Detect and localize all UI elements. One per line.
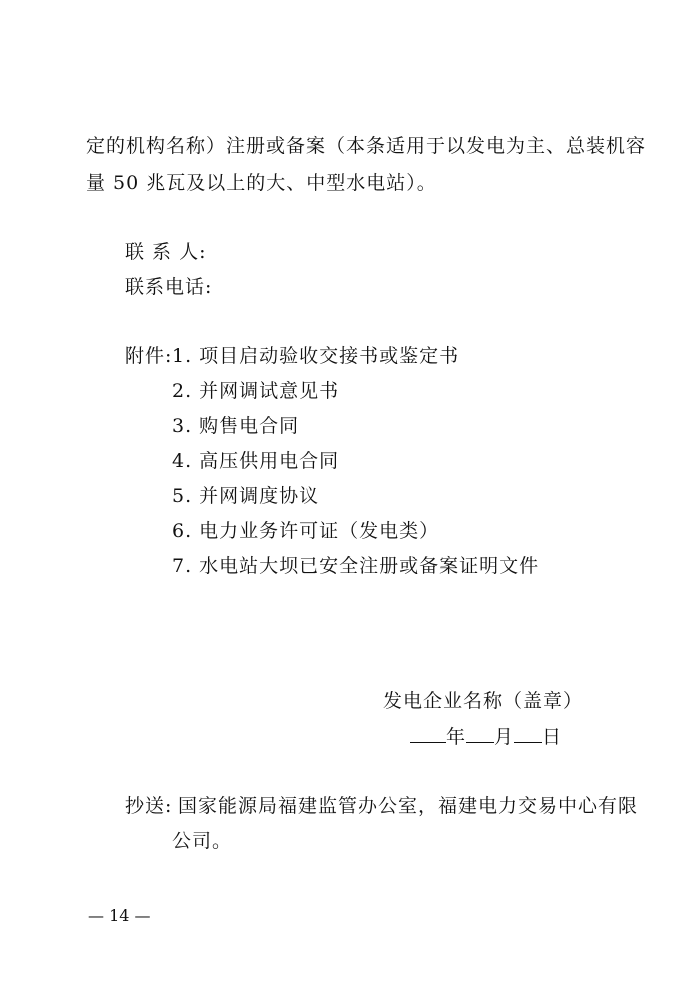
attachment-item-7: 7. 水电站大坝已安全注册或备案证明文件 (172, 555, 540, 577)
attachment-item-6: 6. 电力业务许可证（发电类） (172, 520, 440, 542)
month-label: 月 (494, 726, 515, 748)
body-line-1: 定的机构名称）注册或备案（本条适用于以发电为主、总装机容 (86, 135, 647, 157)
company-seal-line: 发电企业名称（盖章） (383, 690, 584, 712)
attachment-item-4: 4. 高压供用电合同 (172, 450, 340, 472)
attachment-item-5: 5. 并网调度协议 (172, 485, 320, 507)
body-line-2: 量 50 兆瓦及以上的大、中型水电站）。 (86, 172, 437, 194)
contact-person-label: 联 系 人: (125, 241, 207, 263)
cc-label: 抄送: (125, 795, 173, 817)
attachments-label: 附件: (125, 345, 173, 367)
page-number: — 14 — (88, 906, 151, 925)
day-label: 日 (542, 726, 563, 748)
attachment-item-3: 3. 购售电合同 (172, 415, 300, 437)
attachment-item-1: 1. 项目启动验收交接书或鉴定书 (172, 345, 460, 367)
year-label: 年 (446, 726, 467, 748)
cc-line-2: 公司。 (172, 830, 233, 852)
day-blank (514, 724, 542, 743)
year-blank (410, 724, 446, 743)
date-line (410, 724, 562, 749)
attachment-item-2: 2. 并网调试意见书 (172, 380, 340, 402)
cc-line-1: 国家能源局福建监管办公室，福建电力交易中心有限 (178, 795, 639, 817)
month-blank (466, 724, 494, 743)
contact-phone-label: 联系电话: (125, 276, 213, 298)
